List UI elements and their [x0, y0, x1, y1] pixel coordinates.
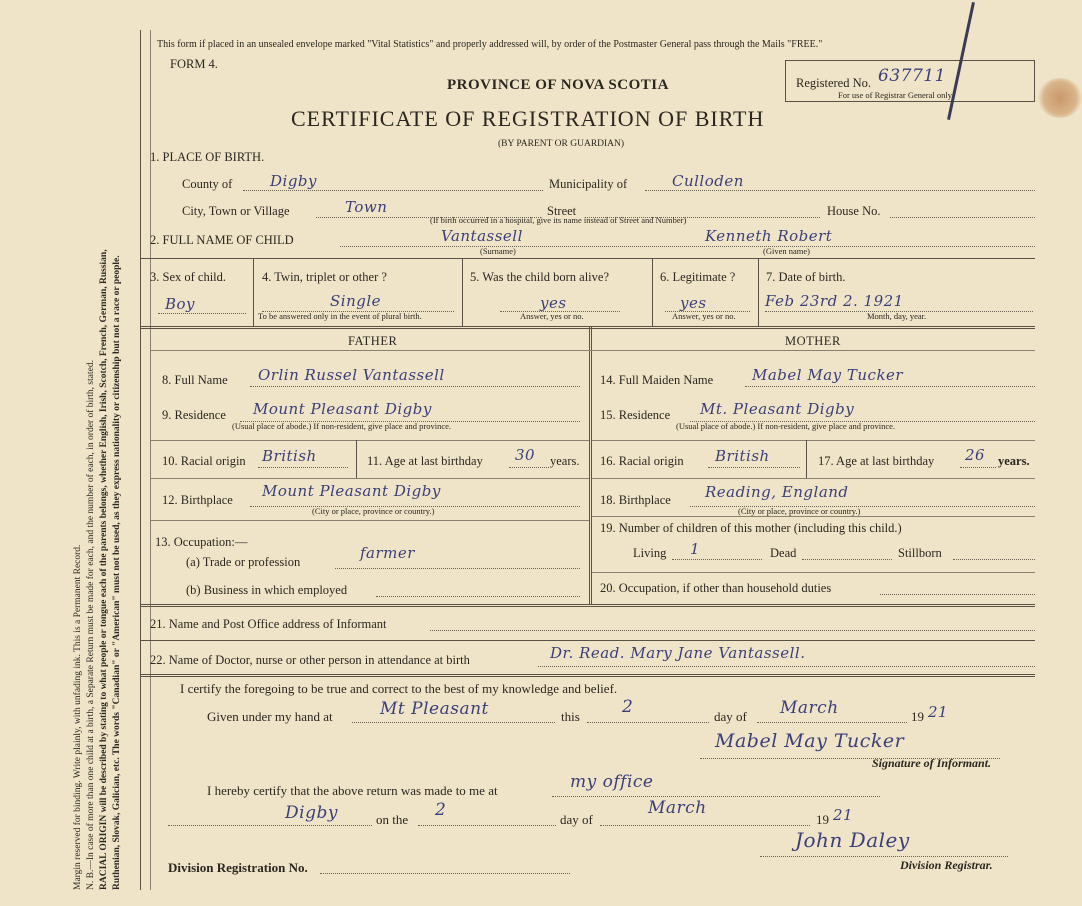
- mail-notice: This form if placed in an unsealed envelope marked "Vital Statistics" and properly addressed will, by order of the Postmaster General pass through the Mails "FREE.": [157, 39, 823, 50]
- mother-age-value: 26: [965, 446, 986, 464]
- dob-value: Feb 23rd 2. 1921: [765, 292, 904, 310]
- row3-divider: [758, 258, 759, 326]
- certify-day-line: [587, 722, 709, 723]
- mother-years: years.: [998, 454, 1030, 468]
- twin-note: To be answered only in the event of plural birth.: [258, 311, 422, 321]
- registrar-year-value: 21: [833, 806, 854, 824]
- father-rule: [150, 478, 589, 479]
- mother-residence-note: (Usual place of abode.) If non-resident, give place and province.: [676, 421, 896, 431]
- mother-race-value: British: [715, 447, 770, 465]
- father-age-divider: [356, 440, 357, 478]
- certificate-subtitle: (BY PARENT OR GUARDIAN): [498, 139, 625, 149]
- mother-birthplace-label: 18. Birthplace: [600, 493, 671, 507]
- this-label: this: [561, 709, 580, 724]
- registrar-month-line: [600, 825, 810, 826]
- informant-signature: Mabel May Tucker: [715, 730, 905, 752]
- county-value: Digby: [270, 172, 318, 190]
- certificate-title: CERTIFICATE OF REGISTRATION OF BIRTH: [291, 106, 765, 131]
- father-rule: [150, 520, 589, 521]
- legitimate-note: Answer, yes or no.: [672, 311, 736, 321]
- sex-line: [158, 313, 246, 314]
- registrar-town-value: Digby: [285, 803, 338, 823]
- mother-age-divider: [806, 440, 807, 478]
- child-surname: Vantassell: [441, 227, 523, 245]
- registrar-town-line: [168, 825, 372, 826]
- father-name-label: 8. Full Name: [162, 373, 228, 387]
- margin-note-line: N. B.—In case of more than one child at a birth, a Separate Return must be made for each, and the number of each, in order of birth, stated.: [86, 360, 96, 890]
- city-value: Town: [345, 198, 388, 216]
- house-line: [890, 217, 1035, 218]
- father-birthplace-note: (City or place, province or country.): [312, 506, 435, 516]
- father-age-value: 30: [515, 446, 536, 464]
- county-line: [243, 190, 543, 191]
- surname-caption: (Surname): [480, 246, 516, 256]
- father-occupation-label: 13. Occupation:—: [155, 535, 248, 549]
- father-residence-label: 9. Residence: [162, 408, 226, 422]
- row3-divider: [253, 258, 254, 326]
- living-label: Living: [633, 546, 667, 560]
- mother-race-line: [708, 467, 800, 468]
- father-rule: [150, 440, 589, 441]
- mother-heading: MOTHER: [785, 334, 841, 348]
- registrar-day-line: [418, 825, 556, 826]
- stillborn-line: [953, 559, 1035, 560]
- living-value: 1: [690, 540, 701, 558]
- margin-note-line: RACIAL ORIGIN will be described by stating to what people or tongue each of the parents belongs, whether English, Irish, Scotch, French, German, Russian,: [99, 249, 109, 890]
- mother-age-line: [960, 467, 996, 468]
- mother-race-label: 16. Racial origin: [600, 454, 684, 468]
- row3-top-rule: [140, 258, 1035, 259]
- legitimate-value: yes: [680, 294, 707, 312]
- given-caption: (Given name): [763, 246, 810, 256]
- municipality-label: Municipality of: [549, 177, 628, 191]
- twin-label: 4. Twin, triplet or other ?: [262, 270, 387, 284]
- margin-note-line: Ruthenian, Slovak, Galician, etc. The words "Canadian" or "American" must not be used, as they express nationality or citizenship but not a race or people.: [112, 255, 122, 890]
- certify-year-prefix: 19: [911, 709, 924, 724]
- informant-rule: [140, 640, 1035, 641]
- certify-day-of-label: day of: [714, 709, 747, 724]
- certify-month-value: March: [780, 698, 839, 718]
- registered-number: 637711: [878, 66, 946, 86]
- division-registrar-label: Division Registrar.: [900, 858, 993, 872]
- informant-label: 21. Name and Post Office address of Informant: [150, 617, 387, 631]
- informant-top-rule: [140, 604, 1035, 607]
- mother-rule: [592, 516, 1035, 517]
- child-name-line: [340, 246, 1035, 247]
- stillborn-label: Stillborn: [898, 546, 942, 560]
- mother-occupation-label: 20. Occupation, if other than household duties: [600, 581, 832, 595]
- trade-value: farmer: [360, 544, 415, 562]
- trade-label: (a) Trade or profession: [186, 555, 301, 569]
- given-place-line: [352, 722, 555, 723]
- municipality-value: Culloden: [672, 172, 744, 190]
- alive-value: yes: [540, 294, 567, 312]
- county-label: County of: [182, 177, 233, 191]
- father-residence-value: Mount Pleasant Digby: [253, 400, 432, 418]
- certify-year-value: 21: [928, 703, 949, 721]
- row3-divider: [462, 258, 463, 326]
- registrar-place-value: my office: [570, 772, 654, 792]
- registrar-day-value: 2: [435, 800, 447, 820]
- father-heading: FATHER: [348, 334, 398, 348]
- mother-birthplace-value: Reading, England: [705, 483, 849, 501]
- mother-name-line: [745, 386, 1035, 387]
- alive-note: Answer, yes or no.: [520, 311, 584, 321]
- living-line: [672, 559, 762, 560]
- mother-residence-value: Mt. Pleasant Digby: [700, 400, 855, 418]
- municipality-line: [645, 190, 1035, 191]
- certify-month-line: [757, 722, 907, 723]
- mother-birthplace-note: (City or place, province or country.): [738, 506, 861, 516]
- father-birthplace-label: 12. Birthplace: [162, 493, 233, 507]
- father-years: years.: [550, 454, 580, 468]
- registrar-month-value: March: [648, 798, 707, 818]
- father-age-label: 11. Age at last birthday: [367, 454, 483, 468]
- parents-heading-rule: [150, 350, 1035, 351]
- parents-divider: [589, 326, 592, 604]
- father-race-value: British: [262, 447, 317, 465]
- city-label: City, Town or Village: [182, 204, 290, 218]
- frame-left: [140, 30, 141, 890]
- doctor-value: Dr. Read. Mary Jane Vantassell.: [550, 644, 806, 662]
- informant-signature-label: Signature of Informant.: [872, 756, 992, 770]
- registrar-signature: John Daley: [795, 828, 910, 852]
- father-residence-note: (Usual place of abode.) If non-resident, give place and province.: [232, 421, 452, 431]
- margin-notes: [72, 30, 124, 890]
- place-heading: 1. PLACE OF BIRTH.: [150, 150, 265, 164]
- certify-top-rule: [140, 674, 1035, 677]
- mother-rule: [592, 440, 1035, 441]
- mother-age-label: 17. Age at last birthday: [818, 454, 935, 468]
- parents-top-rule: [140, 326, 1035, 329]
- father-birthplace-value: Mount Pleasant Digby: [262, 482, 441, 500]
- margin-note-line: Margin reserved for binding. Write plainly, with unfading ink. This is a Permanent Record.: [73, 544, 83, 890]
- business-label: (b) Business in which employed: [186, 583, 348, 597]
- given-place-value: Mt Pleasant: [380, 699, 489, 719]
- mother-rule: [592, 478, 1035, 479]
- certify-statement: I certify the foregoing to be true and correct to the best of my knowledge and belief.: [180, 681, 618, 696]
- sex-value: Boy: [165, 295, 196, 313]
- dob-label: 7. Date of birth.: [766, 270, 846, 284]
- province-heading: PROVINCE OF NOVA SCOTIA: [447, 77, 669, 93]
- mother-residence-label: 15. Residence: [600, 408, 671, 422]
- mother-occupation-line: [880, 594, 1035, 595]
- child-name-label: 2. FULL NAME OF CHILD: [150, 233, 294, 247]
- legitimate-label: 6. Legitimate ?: [660, 270, 736, 284]
- alive-label: 5. Was the child born alive?: [470, 270, 610, 284]
- given-under-label: Given under my hand at: [207, 709, 333, 724]
- informant-line: [430, 630, 1035, 631]
- dead-line: [802, 559, 892, 560]
- father-name-line: [250, 386, 580, 387]
- hospital-note: (If birth occurred in a hospital, give its name instead of Street and Number): [430, 215, 687, 225]
- registrar-use-note: For use of Registrar General only.: [838, 90, 954, 100]
- street-label: Street: [547, 204, 577, 218]
- trade-line: [335, 568, 580, 569]
- mother-name-label: 14. Full Maiden Name: [600, 373, 714, 387]
- dob-note: Month, day, year.: [867, 311, 927, 321]
- form-number: FORM 4.: [170, 57, 218, 71]
- sex-label: 3. Sex of child.: [150, 270, 227, 284]
- registrar-day-of-label: day of: [560, 812, 593, 827]
- ink-stamp: [1038, 78, 1082, 118]
- father-name-value: Orlin Russel Vantassell: [258, 366, 445, 384]
- registrar-statement: I hereby certify that the above return was made to me at: [207, 783, 498, 798]
- house-label: House No.: [827, 204, 881, 218]
- mother-rule: [592, 572, 1035, 573]
- registrar-signature-line: [760, 856, 1008, 857]
- doctor-label: 22. Name of Doctor, nurse or other person in attendance at birth: [150, 653, 470, 667]
- registered-label: Registered No.: [796, 76, 871, 90]
- father-age-line: [509, 467, 549, 468]
- twin-value: Single: [330, 292, 382, 310]
- registrar-on-the-label: on the: [376, 812, 409, 827]
- registrar-year-prefix: 19: [816, 812, 829, 827]
- division-registration-label: Division Registration No.: [168, 860, 308, 875]
- business-line: [376, 596, 580, 597]
- child-given-name: Kenneth Robert: [705, 227, 833, 245]
- division-registration-line: [320, 873, 570, 874]
- father-race-line: [258, 467, 348, 468]
- father-race-label: 10. Racial origin: [162, 454, 246, 468]
- certify-day-value: 2: [622, 697, 634, 717]
- row3-divider: [652, 258, 653, 326]
- children-label: 19. Number of children of this mother (including this child.): [600, 521, 902, 535]
- doctor-line: [538, 666, 1035, 667]
- registrar-place-line: [552, 796, 880, 797]
- dead-label: Dead: [770, 546, 797, 560]
- mother-name-value: Mabel May Tucker: [752, 366, 904, 384]
